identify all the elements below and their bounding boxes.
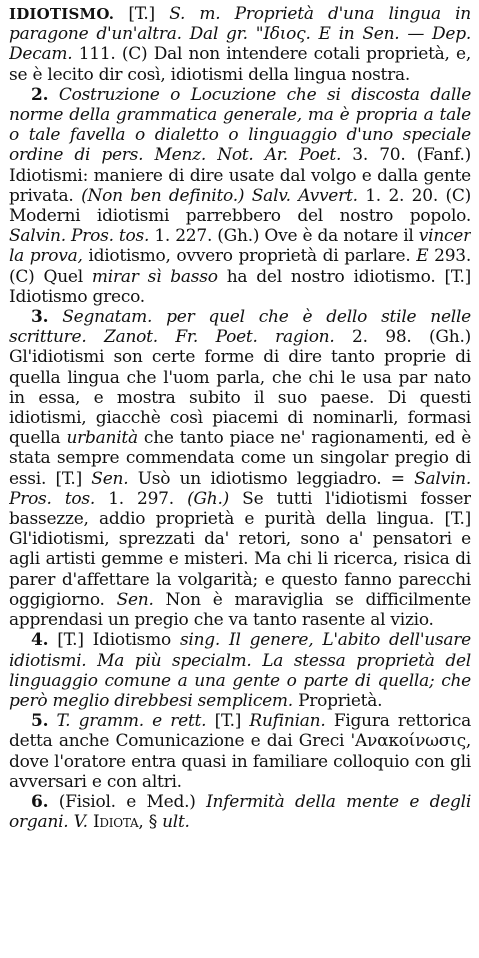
sense-italic-ref: Sen. [116, 589, 154, 610]
sense-text: idiotismo, ovvero proprietà di parlare. [88, 246, 411, 267]
sense-text: che tanto piace ne' ragionamenti, ed è stata sempre commendata come un singolar pregio di essi. [T.] [9, 428, 471, 489]
sense-text: [T.] [214, 711, 242, 732]
sense-text: 293. (C) Quel [9, 246, 471, 287]
cross-reference: Idiota, [92, 812, 144, 833]
entry-intro [9, 4, 471, 85]
sense-definition: T. gramm. e rett. [56, 711, 207, 732]
sense-italic-ref: vincer la prova, [9, 226, 471, 267]
entry-tag: [T.] [128, 4, 155, 24]
sense-italic-ref: (Non ben definito.) Salv. Avvert. [81, 185, 358, 206]
sense-text: (Fisiol. e Med.) [58, 791, 196, 812]
sense-text: 2. 98. (Gh.) Gl'idiotismi son certe forme di dire tanto proprie di quella lingua che l'uom parla, che chi le usa par nato in essa, e mostra subito il suo paese. Di questi idiotismi, giacchè così piacemi di nominarli, formasi quella [9, 327, 471, 449]
sense-number: 3. [31, 307, 49, 328]
sense-number: 6. [31, 791, 49, 812]
entry-definition: S. m. Proprietà d'una lingua in paragone d'un'altra. Dal gr. "Ιδιος. E in Sen. — Dep. Decam. [9, 4, 471, 65]
sense-text: Se tutti l'idiotismi fosser bassezze, addio proprietà e purità della lingua. [T.] Gl'idiotismi, sprezzati da' retori, sono a' pensatori e agli artisti gemme e misteri. Ma chi li ricerca, risica di parer d'affettare la volgarità; e questo fanno parecchi oggigiorno. [9, 488, 471, 610]
sense-text: 1. 227. (Gh.) Ove è da notare il [154, 226, 414, 247]
sense-italic-ref: Sen. [91, 468, 129, 489]
sense-4 [9, 630, 471, 711]
sense-italic-ref: Salvin. Pros. tos. [9, 226, 150, 247]
sense-definition: Segnatam. per quel che è dello stile nelle scritture. Zanot. Fr. Poet. ragion. [9, 307, 471, 348]
sense-italic-ref: Rufinian. [249, 711, 326, 732]
sense-number: 5. [31, 711, 49, 732]
sense-definition: Costruzione o Locuzione che si discosta dalle norme della grammatica generale, ma è propria a tale o tale favella o dialetto o linguaggio d'uno speciale ordine di pers. Menz. Not. Ar. Poet. [9, 84, 471, 166]
sense-2 [9, 85, 471, 307]
sense-text: Non è maraviglia se difficilmente apprendasi un pregio che va tanto rasente al vizio. [9, 589, 471, 631]
sense-text: 1. 2. 20. (C) Moderni idiotismi parrebbero del nostro popolo. [9, 185, 471, 227]
dictionary-page [9, 4, 471, 954]
sense-text: Usò un idiotismo leggiadro. = [137, 468, 405, 489]
sense-3 [9, 307, 471, 630]
sense-italic-ref: E [416, 246, 429, 267]
sense-6 [9, 792, 471, 832]
entry-citation: 111. (C) Dal non intendere cotali proprietà, e, se è lecito dir così, idiotismi della lingua nostra. [9, 44, 471, 85]
sense-text: ha del nostro idiotismo. [T.] Idiotismo greco. [9, 266, 471, 307]
headword: IDIOTISMO. [9, 5, 115, 23]
sense-number: 4. [31, 630, 49, 651]
sense-italic-ref: mirar sì basso [91, 266, 218, 287]
sense-text: 3. 70. (Fanf.) Idiotismi: maniere di dire usate dal volgo e dalla gente privata. [9, 145, 471, 206]
sense-italic-ref: (Gh.) [187, 488, 230, 509]
sense-number: 2. [31, 84, 49, 105]
sense-italic-ref: Salvin. Pros. tos. [9, 468, 471, 509]
sense-definition: sing. Il genere, L'abito dell'usare idiotismi. Ma più specialm. La stessa proprietà del linguaggio comune a una gente o parte di quella; che però meglio direbbesi semplicem. [9, 630, 471, 711]
sense-text: Figura rettorica detta anche Comunicazione e dai Greci 'Ανακοίνωσις, dove l'oratore entra quasi in familiare colloquio con gli avversari e con altri. [9, 711, 471, 792]
sense-text: § [148, 812, 157, 833]
sense-text: 1. 297. [108, 488, 174, 509]
sense-text: [T.] Idiotismo [57, 630, 171, 651]
sense-text: Proprietà. [298, 690, 383, 711]
sense-italic-ref: urbanità [66, 428, 138, 449]
sense-italic-ref: ult. [162, 812, 190, 833]
sense-5 [9, 711, 471, 792]
sense-definition: Infermità della mente e degli organi. V. [9, 791, 471, 833]
